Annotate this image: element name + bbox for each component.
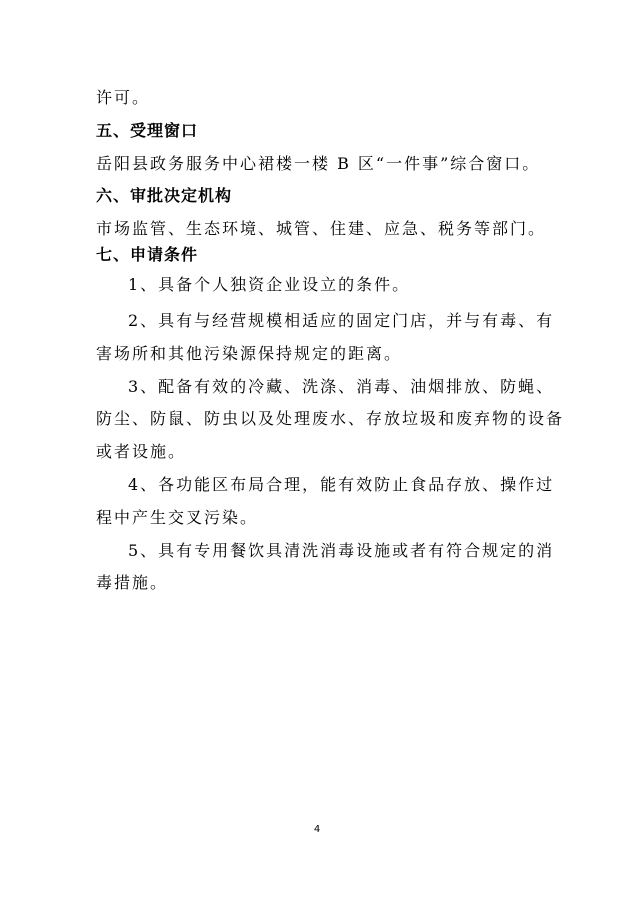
text-line: 许可。	[96, 88, 151, 107]
condition-item-5: 5、具有专用餐饮具清洗消毒设施或者有符合规定的消	[128, 541, 555, 560]
text-line: 害场所和其他污染源保持规定的距离。	[96, 344, 403, 363]
text-line: 或者设施。	[96, 442, 187, 461]
text-line: 防尘、防鼠、防虫以及处理废水、存放垃圾和废弃物的设备	[96, 409, 565, 428]
text-line: 市场监管、生态环境、城管、住建、应急、税务等部门。	[96, 219, 547, 238]
condition-item-1: 1、具备个人独资企业设立的条件。	[128, 275, 411, 294]
condition-item-4: 4、各功能区布局合理，能有效防止食品存放、操作过	[128, 475, 555, 494]
text-line: 岳阳县政务服务中心裙楼一楼 B 区“一件事”综合窗口。	[96, 154, 541, 173]
text-line: 毒措施。	[96, 573, 169, 592]
text-line: 程中产生交叉污染。	[96, 508, 259, 527]
section-heading-window: 五、受理窗口	[96, 121, 199, 140]
page-number: 4	[313, 824, 321, 835]
section-heading-authority: 六、审批决定机构	[96, 186, 233, 205]
condition-item-3: 3、配备有效的冷藏、洗涤、消毒、油烟排放、防蝇、	[128, 377, 555, 396]
section-heading-conditions: 七、申请条件	[96, 245, 199, 264]
condition-item-2: 2、具有与经营规模相适应的固定门店，并与有毒、有	[128, 311, 555, 330]
